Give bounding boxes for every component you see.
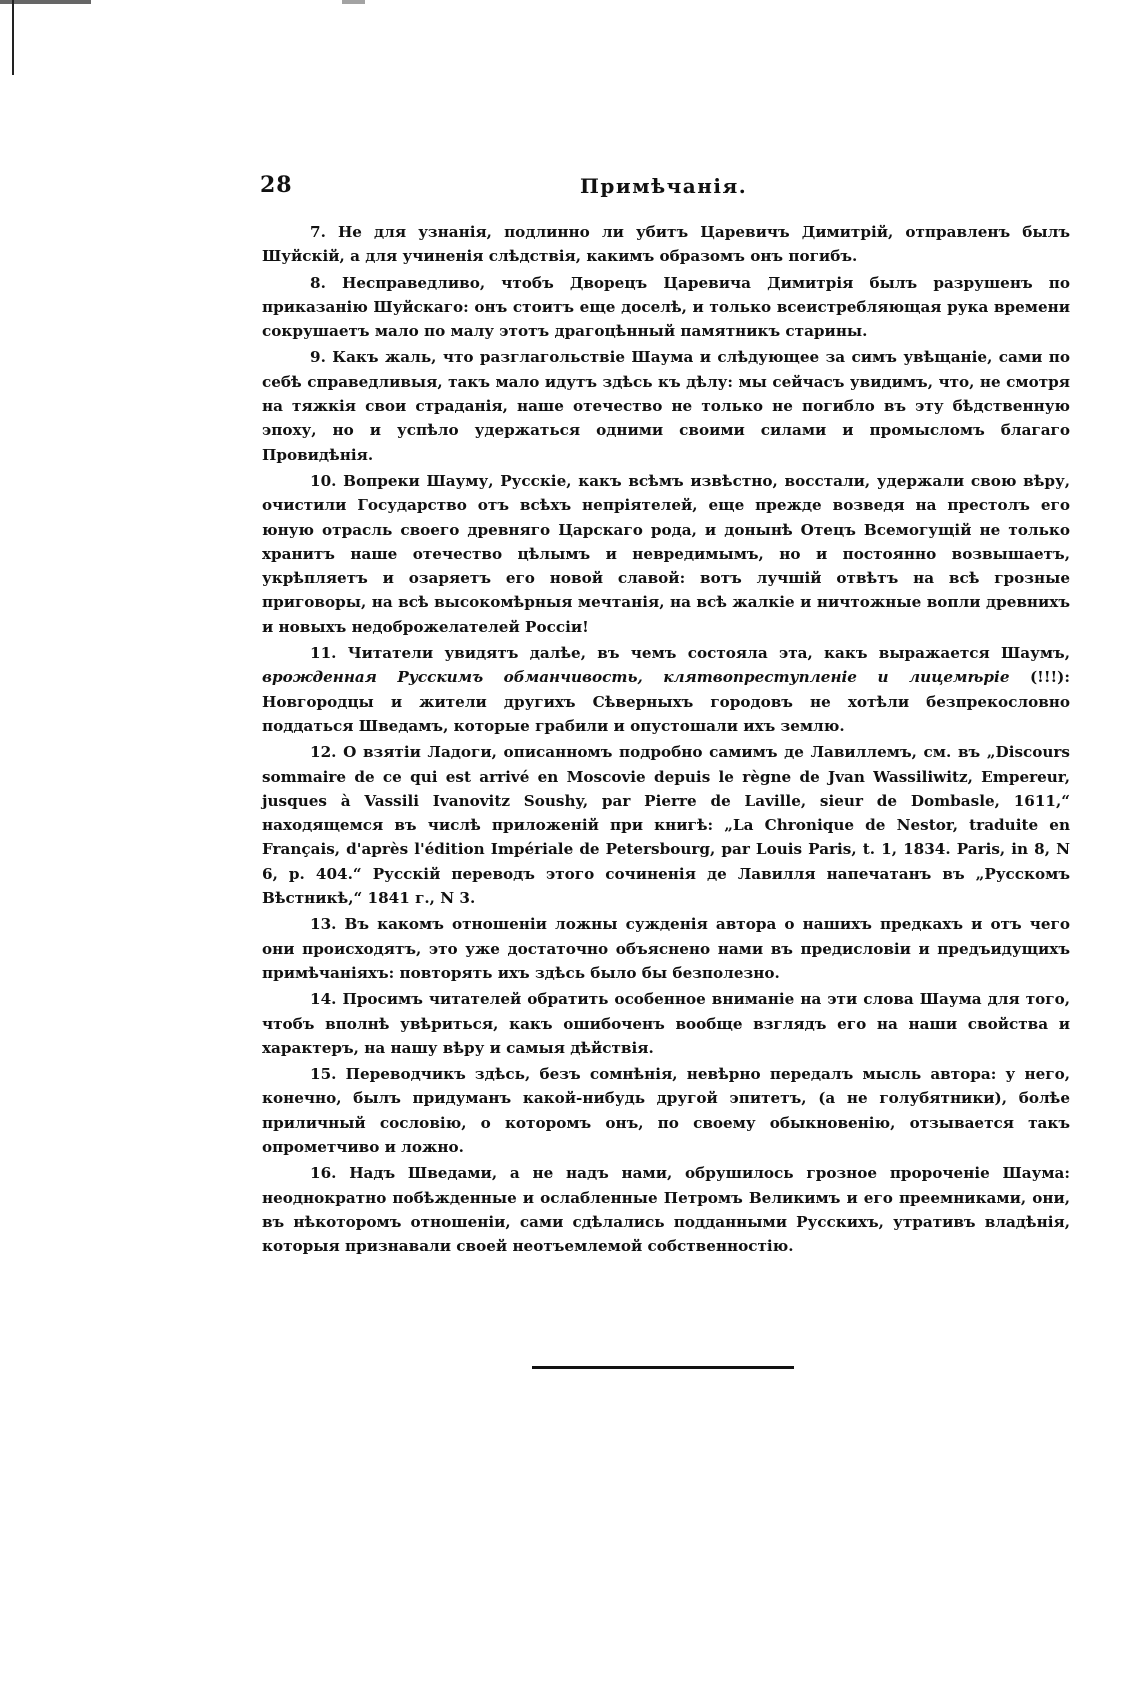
note-11-italic-quote: врожденная Русскимъ обманчивость, клятвопреступленіе и лицемѣріе	[262, 668, 1010, 687]
page-header	[260, 172, 1075, 212]
note-12: 12. О взятіи Ладоги, описанномъ подробно самимъ де Лавиллемъ, см. въ „Discours sommaire de ce qui est arrivé en Moscovie depuis le règne de Jvan Wassiliwitz, Empereur, jusques à Vassili Ivanovitz Soushy, par Pierre de Laville, sieur de Dombasle, 1611,“ находящемся въ числѣ приложеній при книгѣ: „La Chronique de Nestor, traduite en Français, d'après l'édition Impériale de Petersbourg, par Louis Paris, t. 1, 1834. Paris, in 8, N 6, p. 404.“ Русскій переводъ этого сочиненія де Лавилля напечатанъ въ „Русскомъ Вѣстникѣ,“ 1841 г., N 3.	[262, 743, 1070, 908]
note-8: 8. Несправедливо, чтобъ Дворецъ Царевича Димитрія былъ разрушенъ по приказанію Шуйскаго: онъ стоитъ еще доселѣ, и только всеистребляющая рука времени сокрушаетъ мало по малу этотъ драгоцѣнный памятникъ старины.	[262, 273, 1070, 341]
page-number: 28	[260, 172, 293, 198]
scan-edge-left	[12, 0, 14, 75]
note-16: 16. Надъ Шведами, а не надъ нами, обрушилось грозное пророченіе Шаума: неоднократно побѣжденные и ослабленные Петромъ Великимъ и его преемниками, они, въ нѣкоторомъ отношеніи, сами сдѣлались подданными Русскихъ, утративъ владѣнія, которыя признавали своей неотъемлемой собственностію.	[262, 1164, 1070, 1256]
notes-section	[262, 220, 1070, 1260]
note-13: 13. Въ какомъ отношеніи ложны сужденія автора о нашихъ предкахъ и отъ чего они происходятъ, это уже достаточно объяснено нами въ предисловіи и предъидущихъ примѣчаніяхъ: повторять ихъ здѣсь было бы безполезно.	[262, 915, 1070, 982]
note-9: 9. Какъ жаль, что разглагольствіе Шаума и слѣдующее за симъ увѣщаніе, сами по себѣ справедливыя, такъ мало идутъ здѣсь къ дѣлу: мы сейчасъ увидимъ, что, не смотря на тяжкія свои страданія, наше отечество не только не погибло въ эту бѣдственную эпоху, но и успѣло удержаться одними своими силами и промысломъ благаго Провидѣнія.	[262, 348, 1070, 464]
note-11-text-before: 11. Читатели увидятъ далѣе, въ чемъ состояла эта, какъ выражается Шаумъ,	[310, 644, 1070, 663]
note-10: 10. Вопреки Шауму, Русскіе, какъ всѣмъ извѣстно, восстали, удержали свою вѣру, очистили Государство отъ всѣхъ непріятелей, еще прежде возведя на престолъ его юную отрасль своего древняго Царскаго рода, и донынѣ Отецъ Всемогущій не только хранитъ наше отечество цѣлымъ и невредимымъ, но и постоянно возвышаетъ, укрѣпляетъ и озаряетъ его новой славой: вотъ лучшій отвѣтъ на всѣ грозные приговоры, на всѣ высокомѣрныя мечтанія, на всѣ жалкіе и ничтожные вопли древнихъ и новыхъ недоброжелателей Россіи!	[262, 471, 1070, 636]
scan-edge-top	[0, 0, 1140, 4]
note-11	[262, 641, 1070, 738]
note-11-text-after: (!!!): Новгородцы и жители другихъ Сѣверныхъ городовъ не хотѣли безпрекословно поддаться Шведамъ, которые грабили и опустошали ихъ землю.	[262, 668, 1070, 735]
note-14: 14. Просимъ читателей обратить особенное вниманіе на эти слова Шаума для того, чтобъ вполнѣ увѣриться, какъ ошибоченъ вообще взглядъ его на наши свойства и характеръ, на нашу вѣру и самыя дѣйствія.	[262, 990, 1070, 1057]
end-rule	[532, 1366, 794, 1369]
running-head: Примѣчанія.	[580, 174, 748, 198]
note-7: 7. Не для узнанія, подлинно ли убитъ Царевичъ Димитрій, отправленъ былъ Шуйскій, а для учиненія слѣдствія, какимъ образомъ онъ погибъ.	[262, 223, 1070, 266]
note-15: 15. Переводчикъ здѣсь, безъ сомнѣнія, невѣрно передалъ мысль автора: у него, конечно, былъ придуманъ какой-нибудь другой эпитетъ, (а не голубятники), болѣе приличный сословію, о которомъ онъ, по своему обыкновенію, отзывается такъ опрометчиво и ложно.	[262, 1065, 1070, 1156]
